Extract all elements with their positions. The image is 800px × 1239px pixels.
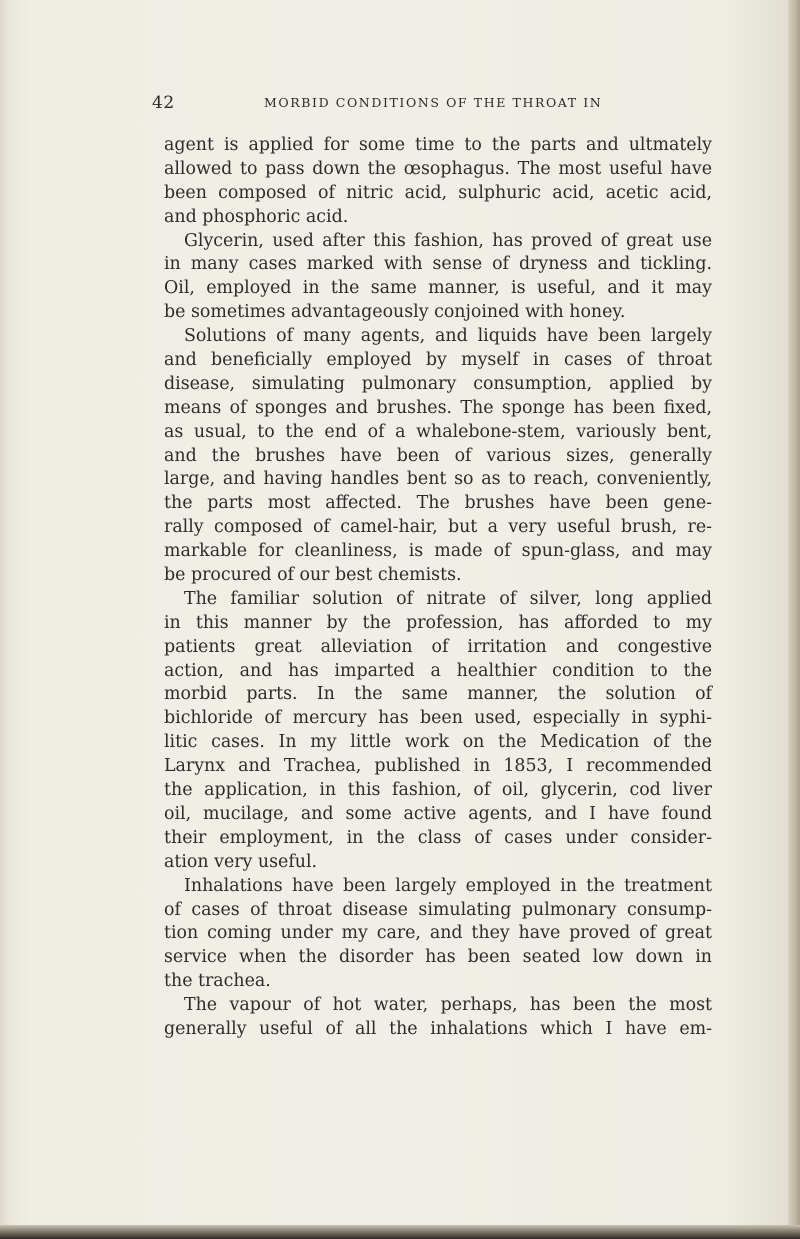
- text-line: generally useful of all the inhalations which I have em-: [164, 1018, 712, 1039]
- text-line: large, and having handles bent so as to reach, conveniently,: [164, 469, 712, 490]
- text-line: patients great alleviation of irritation and congestive: [164, 636, 712, 657]
- text-line: action, and has imparted a healthier condition to the: [164, 660, 712, 681]
- running-head: MORBID CONDITIONS OF THE THROAT IN: [264, 95, 603, 110]
- text-line: Solutions of many agents, and liquids have been largely: [184, 326, 712, 347]
- text-line: Glycerin, used after this fashion, has proved of great use: [184, 230, 712, 251]
- page-gutter-shadow: [0, 0, 10, 1225]
- text-line: tion coming under my care, and they have proved of great: [164, 923, 712, 944]
- text-line: rally composed of camel-hair, but a very useful brush, re-: [164, 517, 712, 538]
- text-line: the trachea.: [164, 971, 271, 992]
- text-line: means of sponges and brushes. The sponge has been fixed,: [164, 397, 712, 418]
- text-line: and phosphoric acid.: [164, 206, 349, 227]
- text-line: be sometimes advantageously conjoined with honey.: [164, 302, 626, 323]
- text-line: oil, mucilage, and some active agents, and I have found: [164, 803, 712, 824]
- text-line: The vapour of hot water, perhaps, has been the most: [184, 995, 712, 1016]
- text-line: been composed of nitric acid, sulphuric acid, acetic acid,: [164, 182, 712, 203]
- text-line: Inhalations have been largely employed in the treatment: [184, 875, 712, 896]
- page-header: [152, 93, 712, 117]
- text-line: Larynx and Trachea, published in 1853, I recommended: [164, 756, 712, 777]
- text-line: disease, simulating pulmonary consumption, applied by: [164, 373, 712, 394]
- text-line: in this manner by the profession, has afforded to my: [164, 612, 712, 633]
- text-line: ation very useful.: [164, 851, 318, 872]
- text-line: Oil, employed in the same manner, is useful, and it may: [164, 278, 712, 299]
- page-edge-right: [788, 0, 800, 1239]
- text-line: as usual, to the end of a whalebone-stem, variously bent,: [164, 421, 712, 442]
- body-text: [164, 134, 712, 1042]
- text-line: the application, in this fashion, of oil, glycerin, cod liver: [164, 780, 712, 801]
- text-line: of cases of throat disease simulating pulmonary consump-: [164, 899, 712, 920]
- text-line: the parts most affected. The brushes have been gene-: [164, 493, 712, 514]
- text-line: and beneficially employed by myself in cases of throat: [164, 350, 712, 371]
- text-line: and the brushes have been of various sizes, generally: [164, 445, 712, 466]
- text-line: be procured of our best chemists.: [164, 565, 462, 586]
- text-line: markable for cleanliness, is made of spun-glass, and may: [164, 541, 712, 562]
- text-line: The familiar solution of nitrate of silver, long applied: [184, 588, 712, 609]
- text-line: bichloride of mercury has been used, especially in syphi-: [164, 708, 712, 729]
- text-line: allowed to pass down the œsophagus. The most useful have: [164, 158, 712, 179]
- page-edge-bottom: [0, 1225, 800, 1239]
- text-line: litic cases. In my little work on the Medication of the: [164, 732, 712, 753]
- page-number: 42: [152, 93, 175, 113]
- text-line: agent is applied for some time to the parts and ultmately: [164, 135, 712, 155]
- text-line: service when the disorder has been seated low down in: [164, 947, 712, 968]
- text-line: in many cases marked with sense of dryness and tickling.: [164, 254, 712, 275]
- text-line: their employment, in the class of cases under consider-: [164, 827, 712, 848]
- text-line: morbid parts. In the same manner, the solution of: [164, 684, 712, 705]
